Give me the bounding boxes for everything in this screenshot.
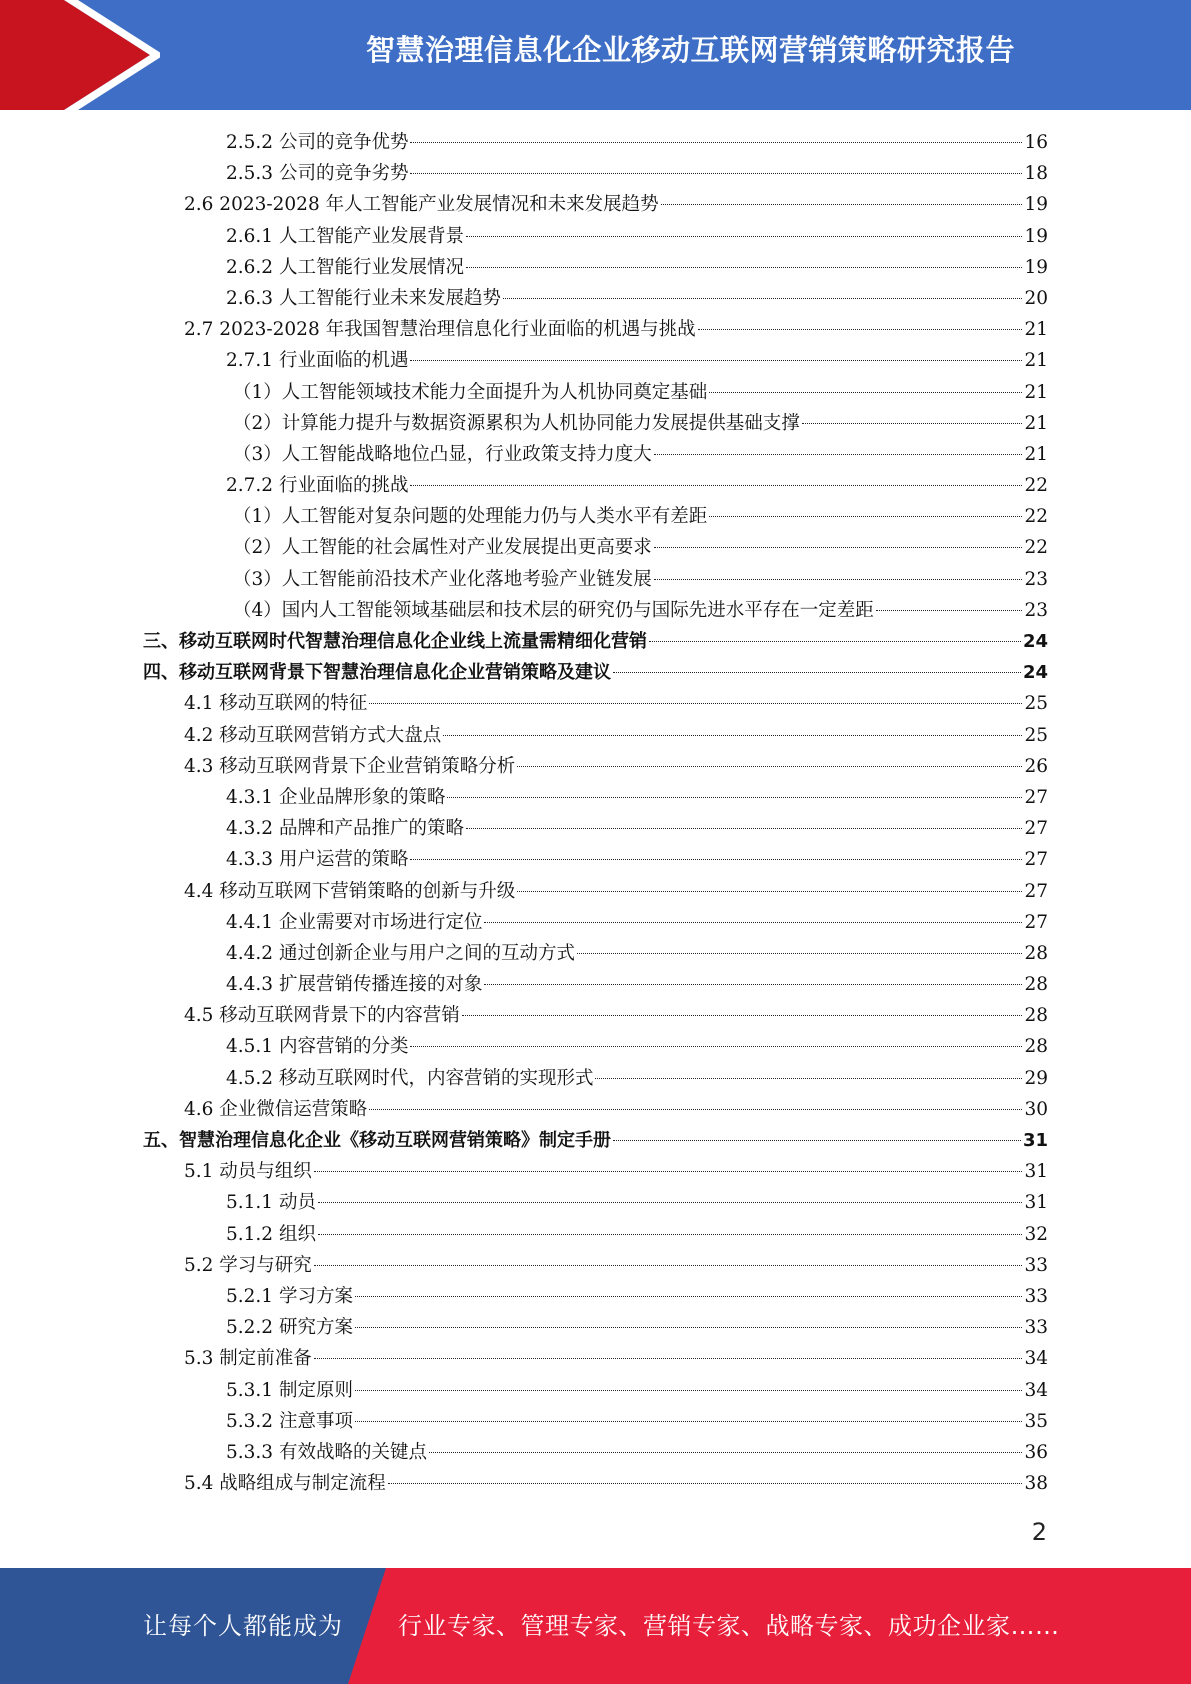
toc-entry-page: 22: [1024, 475, 1048, 497]
toc-entry-label: 4.1 移动互联网的特征: [184, 693, 368, 715]
toc-entry[interactable]: [143, 844, 1048, 875]
toc-entry[interactable]: [143, 1437, 1048, 1468]
toc-leader-dots: [709, 392, 1022, 393]
toc-entry-page: 30: [1024, 1098, 1048, 1120]
toc-entry[interactable]: [143, 283, 1048, 314]
toc-leader-dots: [355, 1327, 1023, 1328]
toc-leader-dots: [466, 236, 1022, 237]
toc-leader-dots: [318, 1234, 1023, 1235]
toc-entry-label: 5.3.3 有效战略的关键点: [226, 1441, 427, 1463]
toc-entry[interactable]: [143, 969, 1048, 1000]
toc-leader-dots: [613, 672, 1021, 673]
toc-entry[interactable]: [143, 1000, 1048, 1031]
toc-entry[interactable]: [143, 377, 1048, 408]
toc-entry[interactable]: [143, 657, 1048, 688]
toc-entry-page: 33: [1024, 1285, 1048, 1307]
toc-entry-page: 19: [1024, 194, 1048, 216]
toc-entry-page: 23: [1024, 599, 1048, 621]
toc-entry[interactable]: [143, 1125, 1048, 1156]
toc-entry-page: 21: [1024, 443, 1048, 465]
toc-leader-dots: [318, 1202, 1023, 1203]
toc-entry-label: 2.5.2 公司的竞争优势: [226, 132, 409, 153]
toc-entry[interactable]: [143, 408, 1048, 439]
toc-entry-page: 21: [1024, 350, 1048, 372]
toc-entry-page: 34: [1024, 1379, 1048, 1401]
toc-entry-page: 24: [1022, 662, 1048, 684]
toc-leader-dots: [649, 641, 1021, 642]
toc-entry-page: 26: [1024, 755, 1048, 777]
toc-entry-page: 33: [1024, 1317, 1048, 1339]
toc-entry[interactable]: [143, 907, 1048, 938]
toc-leader-dots: [466, 267, 1022, 268]
toc-leader-dots: [314, 1358, 1023, 1359]
toc-entry-page: 25: [1024, 693, 1048, 715]
toc-leader-dots: [595, 1078, 1022, 1079]
toc-entry-label: 4.4.3 扩展营销传播连接的对象: [226, 974, 483, 996]
toc-entry-label: （4）国内人工智能领域基础层和技术层的研究仍与国际先进水平存在一定差距: [233, 599, 874, 621]
toc-entry-label: （1）人工智能对复杂问题的处理能力仍与人类水平有差距: [233, 506, 708, 528]
toc-entry-page: 25: [1024, 724, 1048, 746]
toc-entry-label: 2.6.2 人工智能行业发展情况: [226, 256, 464, 278]
toc-entry-label: 4.3.2 品牌和产品推广的策略: [226, 818, 464, 840]
toc-leader-dots: [429, 1452, 1022, 1453]
toc-leader-dots: [466, 828, 1022, 829]
toc-entry-label: 4.3 移动互联网背景下企业营销策略分析: [184, 755, 516, 777]
toc-entry-label: 5.1 动员与组织: [184, 1161, 312, 1183]
toc-entry-label: 5.2 学习与研究: [184, 1254, 312, 1276]
toc-leader-dots: [654, 547, 1023, 548]
toc-leader-dots: [369, 1109, 1022, 1110]
toc-entry[interactable]: [143, 782, 1048, 813]
toc-entry[interactable]: [143, 1187, 1048, 1218]
toc-entry[interactable]: [143, 252, 1048, 283]
toc-entry-label: 5.3 制定前准备: [184, 1348, 312, 1370]
toc-entry-page: 28: [1024, 974, 1048, 996]
toc-entry-label: 4.5 移动互联网背景下的内容营销: [184, 1005, 460, 1027]
toc-entry-label: （2）计算能力提升与数据资源累积为人机协同能力发展提供基础支撑: [233, 412, 800, 434]
toc-entry-page: 27: [1024, 786, 1048, 808]
toc-leader-dots: [484, 922, 1022, 923]
toc-entry[interactable]: [143, 1312, 1048, 1343]
toc-leader-dots: [410, 1046, 1022, 1047]
toc-entry[interactable]: [143, 470, 1048, 501]
toc-leader-dots: [577, 953, 1022, 954]
toc-entry-page: 19: [1024, 225, 1048, 247]
toc-entry[interactable]: [143, 720, 1048, 751]
toc-leader-dots: [698, 329, 1023, 330]
toc-entry-page: 21: [1024, 319, 1048, 341]
toc-leader-dots: [462, 1015, 1023, 1016]
toc-leader-dots: [661, 204, 1023, 205]
toc-leader-dots: [314, 1171, 1023, 1172]
report-title: 智慧治理信息化企业移动互联网营销策略研究报告: [365, 33, 1015, 67]
toc-entry-page: 31: [1024, 1161, 1048, 1183]
toc-entry-page: 21: [1024, 381, 1048, 403]
toc-entry-page: 28: [1024, 1036, 1048, 1058]
toc-entry[interactable]: [143, 595, 1048, 626]
toc-entry-label: 4.4 移动互联网下营销策略的创新与升级: [184, 880, 516, 902]
toc-entry-page: 18: [1024, 163, 1048, 185]
toc-entry-label: 5.3.2 注意事项: [226, 1410, 353, 1432]
toc-entry-label: 4.4.1 企业需要对市场进行定位: [226, 911, 483, 933]
toc-entry-page: 35: [1024, 1410, 1048, 1432]
toc-entry[interactable]: [143, 1156, 1048, 1187]
toc-entry-page: 20: [1024, 287, 1048, 309]
footer-slogan-left: 让每个人都能成为: [143, 1612, 343, 1640]
header-chevron-icon: [0, 0, 160, 110]
table-of-contents: [143, 127, 1048, 1499]
toc-entry[interactable]: [143, 439, 1048, 470]
toc-entry-label: 4.2 移动互联网营销方式大盘点: [184, 724, 442, 746]
toc-entry[interactable]: [143, 1094, 1048, 1125]
footer-slogan-right: 行业专家、管理专家、营销专家、战略专家、成功企业家……: [398, 1612, 1060, 1640]
toc-entry-page: 31: [1022, 1130, 1048, 1151]
toc-entry[interactable]: [143, 1031, 1048, 1062]
toc-entry[interactable]: [143, 688, 1048, 719]
toc-leader-dots: [410, 173, 1022, 174]
toc-entry-page: 21: [1024, 412, 1048, 434]
toc-entry-label: 2.7 2023-2028 年我国智慧治理信息化行业面临的机遇与挑战: [184, 319, 696, 341]
toc-entry-page: 28: [1024, 1005, 1048, 1027]
toc-entry-page: 33: [1024, 1254, 1048, 1276]
toc-entry[interactable]: [143, 564, 1048, 595]
toc-entry-label: 2.7.1 行业面临的机遇: [226, 350, 409, 372]
toc-leader-dots: [876, 610, 1023, 611]
toc-entry-label: 4.5.1 内容营销的分类: [226, 1036, 409, 1058]
toc-entry-label: （3）人工智能前沿技术产业化落地考验产业链发展: [233, 568, 652, 590]
toc-entry-page: 36: [1024, 1441, 1048, 1463]
toc-entry-label: 4.3.1 企业品牌形象的策略: [226, 786, 446, 808]
toc-entry-label: 2.5.3 公司的竞争劣势: [226, 163, 409, 185]
toc-entry[interactable]: [143, 938, 1048, 969]
toc-entry-label: 5.1.2 组织: [226, 1223, 316, 1245]
toc-entry-page: 19: [1024, 256, 1048, 278]
toc-leader-dots: [388, 1483, 1023, 1484]
toc-leader-dots: [802, 423, 1023, 424]
toc-entry-page: 38: [1024, 1473, 1048, 1495]
toc-entry[interactable]: [143, 626, 1048, 657]
toc-entry[interactable]: [143, 1406, 1048, 1437]
toc-entry-label: 4.6 企业微信运营策略: [184, 1098, 368, 1120]
toc-entry[interactable]: [143, 1468, 1048, 1499]
toc-entry-page: 32: [1024, 1223, 1048, 1245]
toc-entry-label: （3）人工智能战略地位凸显，行业政策支持力度大: [233, 443, 652, 465]
toc-leader-dots: [709, 516, 1022, 517]
toc-entry[interactable]: [143, 1281, 1048, 1312]
toc-entry-label: 5.1.1 动员: [226, 1192, 316, 1214]
page-number: 2: [1031, 1518, 1047, 1546]
toc-entry[interactable]: [143, 813, 1048, 844]
toc-entry-label: 2.7.2 行业面临的挑战: [226, 475, 409, 497]
toc-entry-label: 三、移动互联网时代智慧治理信息化企业线上流量需精细化营销: [143, 631, 647, 652]
toc-entry[interactable]: [143, 876, 1048, 907]
toc-entry[interactable]: [143, 532, 1048, 563]
toc-entry[interactable]: [143, 1343, 1048, 1374]
toc-entry-label: 4.4.2 通过创新企业与用户之间的互动方式: [226, 942, 575, 964]
toc-entry-label: 4.5.2 移动互联网时代，内容营销的实现形式: [226, 1067, 594, 1089]
toc-leader-dots: [517, 891, 1022, 892]
toc-entry-label: 四、移动互联网背景下智慧治理信息化企业营销策略及建议: [143, 662, 611, 684]
toc-entry-label: （2）人工智能的社会属性对产业发展提出更高要求: [233, 537, 652, 559]
toc-leader-dots: [355, 1390, 1023, 1391]
toc-entry-label: 五、智慧治理信息化企业《移动互联网营销策略》制定手册: [143, 1130, 611, 1151]
toc-entry[interactable]: [143, 189, 1048, 220]
toc-entry-label: 5.3.1 制定原则: [226, 1379, 353, 1401]
toc-leader-dots: [410, 485, 1022, 486]
toc-entry-label: （1）人工智能领域技术能力全面提升为人机协同奠定基础: [233, 381, 708, 403]
toc-leader-dots: [410, 360, 1022, 361]
toc-entry[interactable]: [143, 221, 1048, 252]
toc-entry[interactable]: [143, 127, 1048, 158]
toc-leader-dots: [654, 454, 1023, 455]
toc-entry[interactable]: [143, 1250, 1048, 1281]
toc-leader-dots: [517, 766, 1022, 767]
toc-leader-dots: [410, 142, 1022, 143]
toc-leader-dots: [484, 984, 1022, 985]
toc-entry-page: 22: [1024, 506, 1048, 528]
toc-entry-page: 34: [1024, 1348, 1048, 1370]
toc-entry-label: 2.6.1 人工智能产业发展背景: [226, 225, 464, 247]
page-header: [0, 0, 1191, 110]
toc-entry[interactable]: [143, 1375, 1048, 1406]
toc-leader-dots: [369, 703, 1022, 704]
toc-entry-page: 27: [1024, 880, 1048, 902]
toc-entry[interactable]: [143, 751, 1048, 782]
toc-entry[interactable]: [143, 345, 1048, 376]
toc-leader-dots: [654, 579, 1023, 580]
toc-entry[interactable]: [143, 1063, 1048, 1094]
toc-entry-page: 28: [1024, 942, 1048, 964]
toc-entry-page: 27: [1024, 911, 1048, 933]
toc-entry-page: 27: [1024, 818, 1048, 840]
toc-entry-label: 2.6.3 人工智能行业未来发展趋势: [226, 287, 501, 309]
toc-leader-dots: [314, 1265, 1023, 1266]
toc-entry-page: 23: [1024, 568, 1048, 590]
toc-entry-label: 5.2.2 研究方案: [226, 1317, 353, 1339]
page-footer: [0, 1568, 1191, 1684]
toc-entry-page: 31: [1024, 1192, 1048, 1214]
toc-entry-page: 27: [1024, 849, 1048, 871]
toc-leader-dots: [443, 735, 1022, 736]
toc-entry-label: 2.6 2023-2028 年人工智能产业发展情况和未来发展趋势: [184, 194, 659, 216]
toc-leader-dots: [355, 1421, 1023, 1422]
toc-entry-label: 5.2.1 学习方案: [226, 1285, 353, 1307]
toc-entry-page: 16: [1024, 132, 1048, 153]
toc-entry-label: 5.4 战略组成与制定流程: [184, 1473, 386, 1495]
toc-entry-page: 22: [1024, 537, 1048, 559]
toc-entry[interactable]: [143, 314, 1048, 345]
toc-leader-dots: [613, 1140, 1021, 1141]
toc-entry[interactable]: [143, 1219, 1048, 1250]
toc-entry[interactable]: [143, 158, 1048, 189]
toc-leader-dots: [355, 1296, 1023, 1297]
toc-leader-dots: [447, 797, 1022, 798]
toc-leader-dots: [503, 298, 1022, 299]
toc-entry-label: 4.3.3 用户运营的策略: [226, 849, 409, 871]
toc-entry-page: 24: [1022, 631, 1048, 652]
toc-leader-dots: [410, 859, 1022, 860]
toc-entry-page: 29: [1024, 1067, 1048, 1089]
toc-entry[interactable]: [143, 501, 1048, 532]
